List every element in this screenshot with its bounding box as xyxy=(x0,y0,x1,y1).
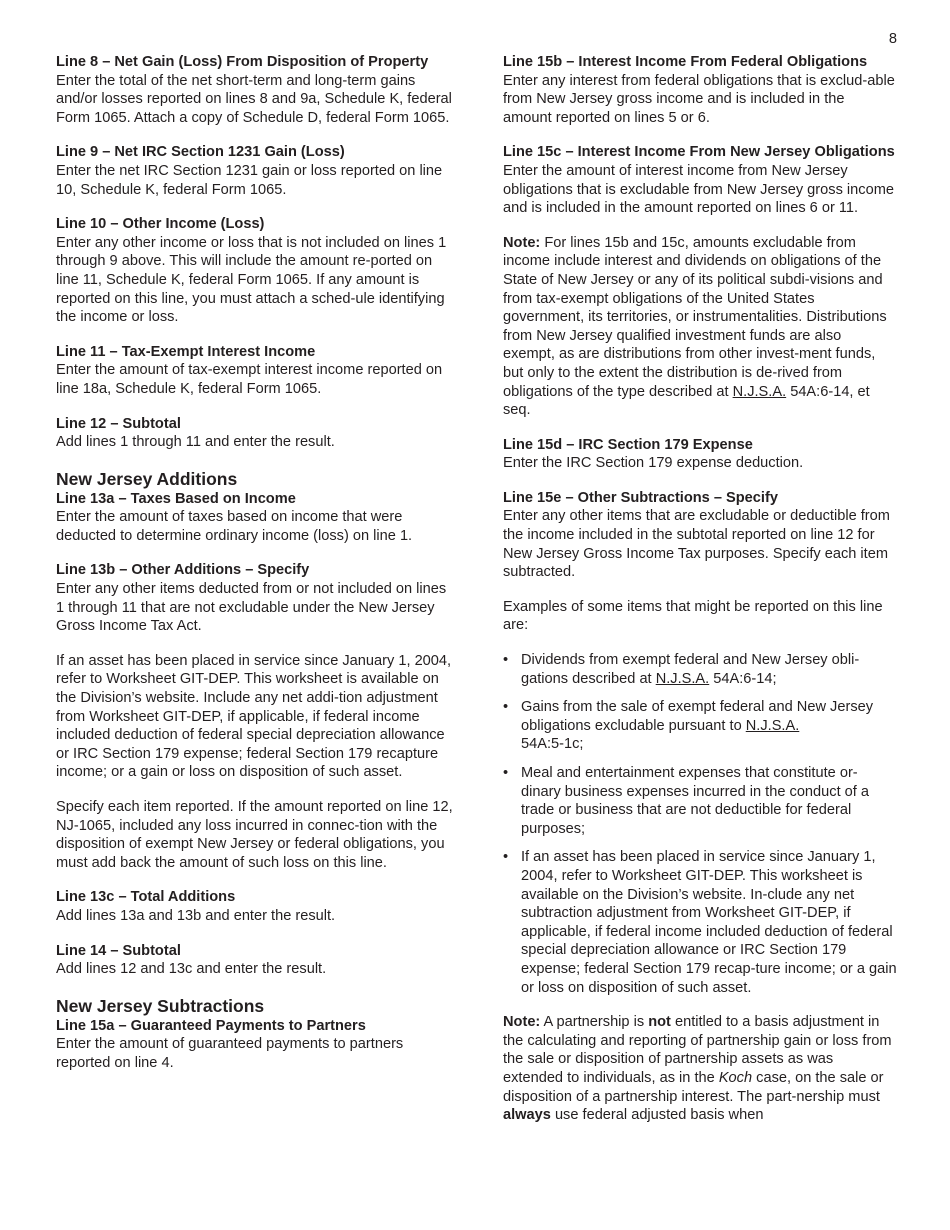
line-12-section xyxy=(56,415,454,452)
bullet-icon: • xyxy=(503,765,509,781)
line-13c-body: Add lines 13a and 13b and enter the result. xyxy=(56,907,336,924)
line-13b-body: Enter any other items deducted from or not included on lines 1 through 11 that are not excludable under the New Jersey Gross Income Tax Act. xyxy=(56,581,447,635)
list-item xyxy=(503,651,897,688)
line-15d-section xyxy=(503,436,897,473)
bullet-text-tail: 54A:6-14; xyxy=(713,670,777,687)
note-label: Note: xyxy=(503,1014,541,1031)
note-exempt-obligations xyxy=(503,234,897,420)
bullet-text: Meal and entertainment expenses that constitute or-dinary business expenses incurred in the conduct of a trade or business that are not deductible for federal purposes; xyxy=(521,765,870,837)
note-text: For lines 15b and 15c, amounts excludable from income include interest and dividends on obligations of the State of New Jersey or any of its political subdi-visions and from tax-exempt obligations of the United States government, its territories, or instrumentalities. Distributions from New Jersey qualified investment funds are also exempt, as are distributions from other invest-ment funds, but only to the extent the distribution is de-rived from obligations of the type described at xyxy=(503,234,887,400)
line-10-section xyxy=(56,215,454,327)
note-emphasis-always: always xyxy=(503,1107,551,1124)
note-text: case, on the sale or disposition of a partnership interest. The part-nership must xyxy=(503,1069,884,1105)
bullet-icon: • xyxy=(503,652,509,669)
line-13a-heading: Line 13a – Taxes Based on Income xyxy=(56,490,296,507)
nj-subtractions-heading: New Jersey Subtractions xyxy=(56,995,265,1016)
line-13b-heading: Line 13b – Other Additions – Specify xyxy=(56,562,310,579)
bullet-text: If an asset has been placed in service since January 1, 2004, refer to Worksheet GIT-DEP. This worksheet is available on the Division’s website. In-clude any net subtraction adjustment from Worksheet GIT-DEP, if applicable, if federal income included deduction of federal special depreciation allowance or IRC Section 179 expense; federal Section 179 recap-ture income; or a gain or loss on disposition of such asset. xyxy=(521,849,897,996)
note-emphasis-not: not xyxy=(648,1014,671,1031)
line-15d-body: Enter the IRC Section 179 expense deduction. xyxy=(503,455,804,472)
line-15a-heading: Line 15a – Guaranteed Payments to Partners xyxy=(56,1017,366,1034)
line-15c-heading: Line 15c – Interest Income From New Jersey Obligations xyxy=(503,144,895,161)
note-text: entitled to a basis adjustment in the calculating and reporting of partnership gain or loss from the sale or disposition of partnership assets as was extended to individuals, as in the xyxy=(503,1014,892,1086)
bullet-text-tail: 54A:5-1c; xyxy=(521,736,584,753)
line-14-section xyxy=(56,942,454,979)
note-citation-tail: 54A:6-14, et seq. xyxy=(503,383,870,419)
examples-intro: Examples of some items that might be reported on this line are: xyxy=(503,598,883,634)
line-15e-body: Enter any other items that are excludable or deductible from the income included in the subtotal reported on line 12 for New Jersey Gross Income Tax purposes. Specify each item subtracted. xyxy=(503,508,890,581)
line-9-body: Enter the net IRC Section 1231 gain or loss reported on line 10, Schedule K, federal Form 1065. xyxy=(56,162,443,198)
note-text: A partnership is xyxy=(543,1014,645,1031)
line-11-heading: Line 11 – Tax-Exempt Interest Income xyxy=(56,343,316,360)
line-9-heading: Line 9 – Net IRC Section 1231 Gain (Loss) xyxy=(56,144,345,161)
note-label: Note: xyxy=(503,234,541,251)
nj-additions-heading: New Jersey Additions xyxy=(56,468,238,489)
line-15c-body: Enter the amount of interest income from New Jersey obligations that is excludable from New Jersey gross income and is included in the amount reported on lines 6 or 11. xyxy=(503,162,894,217)
line-14-heading: Line 14 – Subtotal xyxy=(56,942,181,959)
njsa-citation: N.J.S.A. xyxy=(655,670,710,687)
list-item xyxy=(503,698,897,754)
list-item xyxy=(503,764,897,838)
page-number: 8 xyxy=(888,31,897,47)
line-9-section xyxy=(56,143,454,199)
line-15b-body: Enter any interest from federal obligations that is exclud-able from New Jersey gross income and is included in the amount reported on lines 5 or 6. xyxy=(503,72,895,126)
line-13a-body: Enter the amount of taxes based on income that were deducted to determine ordinary income (loss) on line 1. xyxy=(56,509,413,544)
bullet-text: Gains from the sale of exempt federal and New Jersey obligations excludable pursuant to xyxy=(521,699,874,734)
line-13b-section xyxy=(56,561,454,635)
line-12-heading: Line 12 – Subtotal xyxy=(56,415,181,432)
bullet-text: Dividends from exempt federal and New Jersey obli-gations described at xyxy=(521,652,860,687)
examples-list xyxy=(503,651,897,997)
line-10-body: Enter any other income or loss that is not included on lines 1 through 9 above. This will include the amount re-ported on line 11, Schedule K, federal Form 1065. If any amount is reported on this line, you must attach a sched-ule identifying the income or loss. xyxy=(56,234,447,326)
bullet-icon: • xyxy=(503,699,509,716)
line-13c-heading: Line 13c – Total Additions xyxy=(56,889,236,906)
line-8-section xyxy=(56,53,454,127)
asset-worksheet-paragraph: If an asset has been placed in service since January 1, 2004, refer to Worksheet GIT-DEP. This worksheet is available on the Division’s website. Include any net addi-tion adjustment from Worksheet GIT-DEP, if applicable, if federal income included deduction of federal special depreciation allowance or IRC Section 179 expense; federal Section 179 recapture income; or a gain or loss on disposition of such asset. xyxy=(56,652,452,781)
line-14-body: Add lines 12 and 13c and enter the result. xyxy=(56,961,327,978)
line-15d-heading: Line 15d – IRC Section 179 Expense xyxy=(503,436,753,453)
njsa-citation: N.J.S.A. xyxy=(732,383,787,400)
right-column xyxy=(503,53,897,1141)
njsa-citation: N.J.S.A. xyxy=(745,717,800,734)
koch-case-name: Koch xyxy=(718,1069,753,1086)
left-column xyxy=(56,53,454,1089)
line-13a-section xyxy=(56,490,454,546)
line-15b-heading: Line 15b – Interest Income From Federal Obligations xyxy=(503,54,868,70)
line-15e-section xyxy=(503,489,897,582)
line-13c-section xyxy=(56,888,454,925)
line-10-heading: Line 10 – Other Income (Loss) xyxy=(56,216,265,233)
line-8-body: Enter the total of the net short-term and long-term gains and/or losses reported on lines 8 and 9a, Schedule K, federal Form 1065. Attach a copy of Schedule D, federal Form 1065. xyxy=(56,72,452,126)
list-item xyxy=(503,848,897,997)
line-15e-heading: Line 15e – Other Subtractions – Specify xyxy=(503,489,778,506)
line-15a-body: Enter the amount of guaranteed payments to partners reported on line 4. xyxy=(56,1036,404,1071)
note-basis-adjustment xyxy=(503,1013,897,1125)
specify-items-paragraph: Specify each item reported. If the amount reported on line 12, NJ-1065, included any loss incurred in connec-tion with the disposition of exempt New Jersey or federal obligations, you must add back the amount of such loss on this line. xyxy=(56,799,453,871)
line-15b-section xyxy=(503,53,897,127)
note-text: use federal adjusted basis when xyxy=(554,1107,764,1124)
line-11-body: Enter the amount of tax-exempt interest income reported on line 18a, Schedule K, federal Form 1065. xyxy=(56,362,443,397)
line-11-section xyxy=(56,343,454,399)
line-8-heading: Line 8 – Net Gain (Loss) From Disposition of Property xyxy=(56,54,429,70)
bullet-icon: • xyxy=(503,849,509,866)
line-12-body: Add lines 1 through 11 and enter the result. xyxy=(56,434,335,451)
line-15c-section xyxy=(503,143,897,217)
line-15a-section xyxy=(56,1017,454,1073)
